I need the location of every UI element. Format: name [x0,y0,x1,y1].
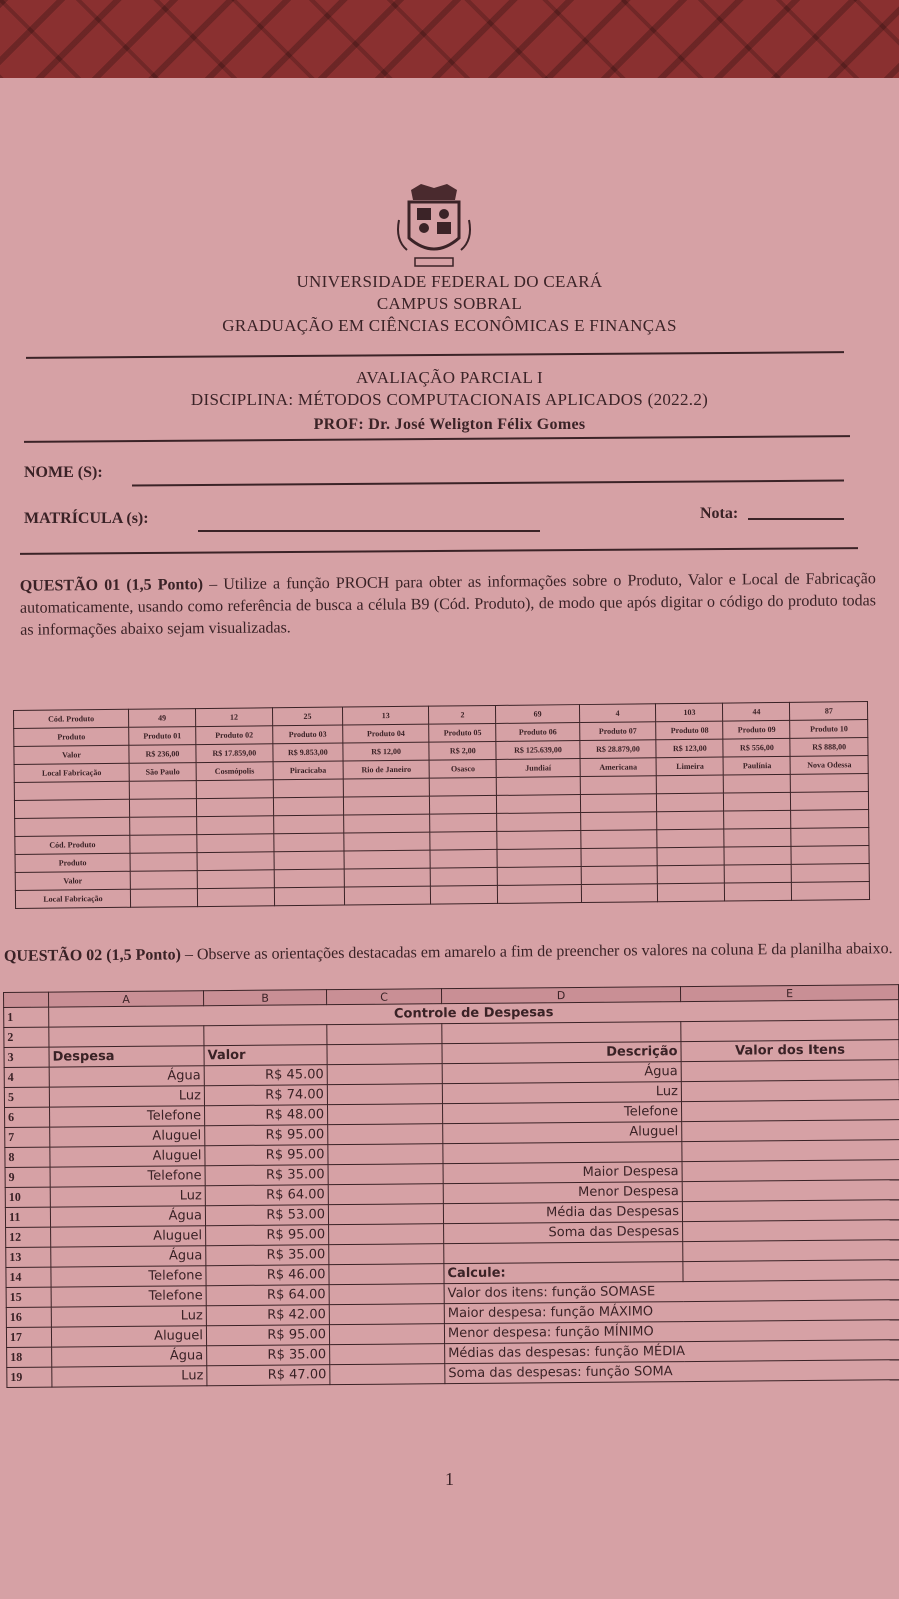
item-value-cell[interactable] [681,1100,899,1122]
expense-value[interactable]: R$ 95.00 [205,1145,328,1166]
expense-name[interactable]: Água [49,1066,204,1087]
expense-value[interactable]: R$ 95.00 [206,1225,329,1246]
divider-line [26,351,844,359]
expense-name[interactable]: Aluguel [50,1126,205,1147]
row-number: 15 [6,1287,51,1307]
table-cell[interactable]: 49 [128,709,195,728]
divider-line [20,547,858,555]
table-cell[interactable]: R$ 2,00 [429,741,496,760]
row-number: 6 [5,1107,50,1127]
table-cell[interactable]: Osasco [429,759,496,778]
expense-name[interactable]: Telefone [50,1166,205,1187]
registration-label: MATRÍCULA (s): [24,510,149,527]
expense-name[interactable]: Aluguel [50,1146,205,1167]
row-number: 10 [5,1187,50,1207]
expense-name[interactable]: Luz [52,1366,207,1387]
row-label: Produto [14,727,129,746]
university-name: UNIVERSIDADE FEDERAL DO CEARÁ [296,272,603,291]
item-value-cell[interactable] [681,1080,899,1102]
summary-value-cell[interactable] [682,1180,899,1202]
expense-name[interactable]: Aluguel [51,1326,206,1347]
row-number: 14 [6,1267,51,1287]
row-label: Local Fabricação [14,763,129,782]
table-cell[interactable]: R$ 28.879,00 [580,740,657,759]
table-cell[interactable]: Produto 08 [656,721,723,740]
question-1-title: QUESTÃO 01 (1,5 Ponto) [19,576,204,595]
item-label[interactable]: Luz [442,1082,681,1104]
summary-value-cell[interactable] [682,1200,899,1222]
university-crest-logo [393,180,475,270]
row-number: 4 [4,1067,49,1087]
lookup-label: Local Fabricação [15,889,130,908]
row-number: 9 [5,1167,50,1187]
row-number: 5 [4,1087,49,1107]
table-cell[interactable]: 2 [429,705,496,724]
table-cell[interactable]: Cosmópolis [196,762,273,781]
table-cell[interactable]: 69 [496,705,579,724]
table-cell[interactable]: Limeira [656,757,723,776]
item-label[interactable]: Água [442,1062,681,1084]
instruction[interactable]: Maior despesa: função MÁXIMO [444,1300,899,1324]
row-number: 3 [4,1047,49,1067]
table-cell[interactable]: 87 [790,702,868,721]
row-number: 2 [4,1027,49,1047]
expense-name[interactable]: Aluguel [51,1226,206,1247]
instruction[interactable]: Menor despesa: função MÍNIMO [444,1320,899,1344]
instruction[interactable]: Valor dos itens: função SOMASE [444,1280,899,1304]
table-cell[interactable]: 4 [579,704,656,723]
expense-value[interactable]: R$ 95.00 [205,1125,328,1146]
table-cell[interactable]: Piracicaba [273,761,343,780]
background-rug [0,0,899,80]
expense-value[interactable]: R$ 64.00 [205,1185,328,1206]
expense-value[interactable]: R$ 35.00 [207,1345,330,1366]
expense-value[interactable]: R$ 64.00 [206,1285,329,1306]
expense-name[interactable]: Luz [49,1086,204,1107]
table-cell[interactable]: R$ 12,00 [343,742,430,761]
table-cell[interactable]: 44 [723,702,790,721]
table-cell[interactable]: Produto 02 [196,726,273,745]
page-number: 1 [445,1469,454,1489]
column-header[interactable]: B [203,990,326,1006]
row-number: 16 [6,1307,51,1327]
expense-value[interactable]: R$ 47.00 [207,1365,330,1386]
table-cell[interactable]: 25 [272,707,342,726]
column-header[interactable]: E [680,985,898,1002]
discipline-title: DISCIPLINA: MÉTODOS COMPUTACIONAIS APLICADOS (2022.2) [190,390,709,409]
table-cell[interactable]: Produto 09 [723,720,790,739]
expense-name[interactable]: Telefone [51,1286,206,1307]
question-2-text [4,938,899,968]
table-cell[interactable]: Produto 03 [272,725,342,744]
grade-field[interactable] [748,518,844,520]
row-number: 1 [4,1007,49,1027]
summary-value-cell[interactable] [683,1220,899,1242]
table-cell[interactable]: R$ 123,00 [656,739,723,758]
table-cell[interactable]: Americana [580,758,657,777]
campus-name: CAMPUS SOBRAL [376,294,523,313]
expense-value[interactable]: R$ 48.00 [205,1105,328,1126]
question-2-title: QUESTÃO 02 (1,5 Ponto) [3,946,181,965]
professor-name: PROF: Dr. José Weligton Félix Gomes [313,416,586,433]
question-1-text [20,568,877,641]
header-descricao[interactable]: Descrição [442,1042,681,1064]
table-cell[interactable]: Produto 01 [129,727,196,746]
expense-value[interactable]: R$ 45.00 [204,1065,327,1086]
divider-line [24,435,850,443]
expense-value[interactable]: R$ 42.00 [206,1305,329,1326]
row-number: 7 [5,1127,50,1147]
expense-name[interactable]: Água [50,1206,205,1227]
table-cell[interactable]: Produto 07 [579,722,656,741]
exam-title: AVALIAÇÃO PARCIAL I [355,368,544,387]
table-cell[interactable]: R$ 9.853,00 [273,743,343,762]
table-cell[interactable]: Jundiaí [496,759,579,778]
exam-sheet [0,78,899,1599]
question-1-body: – Utilize a função PROCH para obter as informações sobre o Produto, Valor e Local de Fabricação automaticamente, usando como referência de busca a célula B9 (Cód. Produto), de modo que após digitar o código do produto todas as informações abaixo sejam visualizadas. [19,570,877,639]
sheet-title[interactable]: Controle de Despesas [49,1000,899,1027]
registration-field[interactable] [198,530,540,532]
column-header[interactable]: C [326,989,441,1005]
expense-value[interactable]: R$ 46.00 [206,1265,329,1286]
expense-name[interactable]: Luz [51,1306,206,1327]
instruction[interactable]: Soma das despesas: função SOMA [445,1360,899,1384]
table-cell[interactable]: R$ 125.639,00 [496,741,579,760]
course-name: GRADUAÇÃO EM CIÊNCIAS ECONÔMICAS E FINANÇAS [222,316,677,335]
summary-value-cell[interactable] [682,1160,899,1182]
row-label: Valor [14,745,129,764]
row-label: Cód. Produto [14,709,129,728]
row-number: 8 [5,1147,50,1167]
column-header[interactable]: D [441,987,680,1004]
table-cell[interactable]: Produto 10 [790,720,868,739]
row-number: 12 [6,1227,51,1247]
expense-name[interactable]: Água [52,1346,207,1367]
table-cell[interactable]: Produto 04 [343,724,430,743]
table-cell[interactable]: Produto 05 [429,723,496,742]
column-header[interactable]: A [49,991,204,1007]
expense-value[interactable]: R$ 95.00 [206,1325,329,1346]
expense-name[interactable]: Luz [50,1186,205,1207]
expense-value[interactable]: R$ 53.00 [205,1205,328,1226]
table-cell[interactable]: 12 [196,708,273,727]
lookup-label: Produto [15,853,130,872]
row-number: 18 [7,1347,52,1367]
expense-name[interactable]: Telefone [50,1106,205,1127]
lookup-cell[interactable] [130,835,197,854]
row-number: 19 [7,1367,52,1387]
lookup-cell[interactable] [130,853,197,872]
summary-label[interactable]: Média das Despesas [443,1202,682,1224]
table-cell[interactable]: R$ 556,00 [723,738,790,757]
item-value-cell[interactable] [682,1120,899,1142]
row-number: 13 [6,1247,51,1267]
expense-spreadsheet [3,984,899,1388]
lookup-label: Valor [15,871,130,890]
lookup-cell[interactable] [130,871,197,890]
product-table [13,701,870,909]
table-cell[interactable]: Nova Odessa [791,756,869,775]
expense-value[interactable]: R$ 35.00 [206,1245,329,1266]
header-valor-itens[interactable]: Valor dos Itens [681,1040,899,1062]
lookup-cell[interactable] [130,889,197,908]
expense-name[interactable]: Telefone [51,1266,206,1287]
table-cell[interactable]: Rio de Janeiro [343,760,430,779]
question-2-body: – Observe as orientações destacadas em amarelo a fim de preencher os valores na coluna E da planilha abaixo. [184,940,893,964]
table-cell[interactable]: 13 [342,706,429,725]
instruction[interactable]: Médias das despesas: função MÉDIA [445,1340,899,1364]
item-label[interactable]: Telefone [442,1102,681,1124]
name-field[interactable] [132,480,844,486]
table-cell[interactable]: Paulínia [723,756,790,775]
table-cell[interactable]: Produto 06 [496,723,579,742]
summary-label[interactable]: Soma das Despesas [444,1222,683,1244]
expense-value[interactable]: R$ 74.00 [204,1085,327,1106]
table-cell[interactable]: R$ 888,00 [790,738,868,757]
grade-label: Nota: [700,505,739,522]
expense-name[interactable]: Água [51,1246,206,1267]
row-number: 11 [5,1207,50,1227]
item-label[interactable]: Aluguel [443,1122,682,1144]
lookup-label: Cód. Produto [15,835,130,854]
header-despesa[interactable]: Despesa [49,1046,204,1067]
table-cell[interactable]: R$ 236,00 [129,745,196,764]
calculate-title[interactable]: Calcule: [444,1262,683,1284]
expense-value[interactable]: R$ 35.00 [205,1165,328,1186]
header-valor[interactable]: Valor [204,1045,327,1066]
row-number: 17 [6,1327,51,1347]
item-value-cell[interactable] [681,1060,899,1082]
summary-label[interactable]: Menor Despesa [443,1182,682,1204]
name-label: NOME (S): [24,464,103,481]
summary-label[interactable]: Maior Despesa [443,1162,682,1184]
table-cell[interactable]: São Paulo [129,763,196,782]
table-cell[interactable]: 103 [656,703,723,722]
table-cell[interactable]: R$ 17.859,00 [196,744,273,763]
